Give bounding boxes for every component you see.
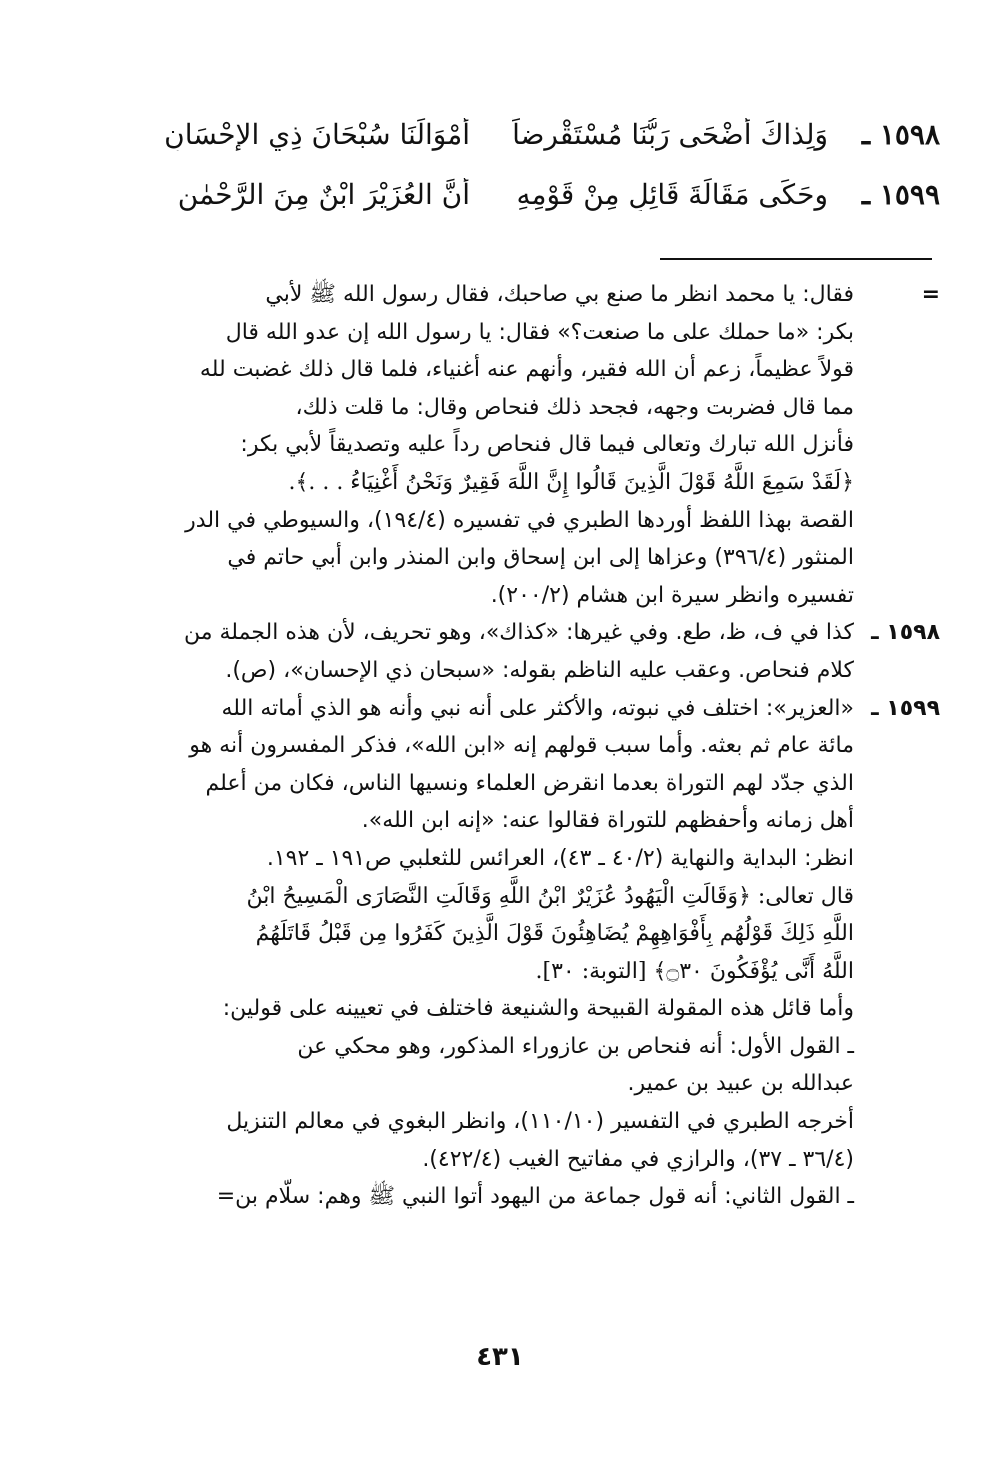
footnote-line: فأنزل الله تبارك وتعالى فيما قال فنحاص رداً عليه وتصديقاً لأبي بكر: <box>240 432 854 458</box>
footnote-line: أخرجه الطبري في التفسير (١١٠/١٠)، وانظر البغوي في معالم التنزيل <box>226 1109 854 1135</box>
verse-number: ١٥٩٨ ـ <box>861 118 940 151</box>
footnote-line: قولاً عظيماً، زعم أن الله فقير، وأنهم عنه أغنياء، فلما قال ذلك غضبت لله <box>199 357 854 383</box>
footnote-line: بكر: «ما حملك على ما صنعت؟» فقال: يا رسول الله إن عدو الله قال <box>225 319 854 345</box>
quran-verse: قال تعالى: ﴿وَقَالَتِ الْيَهُودُ عُزَيْرٌ ابْنُ اللَّهِ وَقَالَتِ النَّصَارَى الْمَسِيحُ ابْنُ <box>246 883 854 909</box>
verse-1599 <box>70 178 940 238</box>
footnote-line: ـ القول الثاني: أنه قول جماعة من اليهود أتوا النبي ﷺ وهم: سلّام بن= <box>216 1184 854 1210</box>
verse-second-hemistich: أَنَّ العُزَيْرَ ابْنٌ مِنَ الرَّحْمٰنِ <box>177 178 470 211</box>
verse-first-hemistich: وَلِذاكَ أَضْحَى رَبُّنَا مُسْتَقْرِضاً <box>512 118 828 151</box>
quran-verse: اللَّهُ أَنَّى يُؤْفَكُونَ ۝٣٠﴾ [التوبة: ٣٠]. <box>535 958 854 984</box>
footnote-line: فقال: يا محمد انظر ما صنع بي صاحبك، فقال رسول الله ﷺ لأبي <box>265 282 854 307</box>
footnote-line: «العزير»: اختلف في نبوته، والأكثر على أنه نبي وأنه هو الذي أماته الله <box>221 695 854 721</box>
footnote-line: كلام فنحاص. وعقب عليه الناظم بقوله: «سبحان ذي الإحسان»، (ص). <box>225 657 854 683</box>
poem-verses <box>70 118 940 238</box>
footnote-line: (٣٦/٤ ـ ٣٧)، والرازي في مفاتيح الغيب (٤٢٢/٤). <box>422 1146 854 1172</box>
footnotes <box>74 276 940 1216</box>
footnote-line: أهل زمانه وأحفظهم للتوراة فقالوا عنه: «إنه ابن الله». <box>361 808 854 834</box>
verse-number: ١٥٩٩ ـ <box>861 178 940 211</box>
quran-verse: ﴿لَقَدْ سَمِعَ اللَّهُ قَوْلَ الَّذِينَ قَالُوا إِنَّ اللَّهَ فَقِيرٌ وَنَحْنُ أَغْنِيَاءُ . . .﴾. <box>288 469 854 495</box>
verse-first-hemistich: وحَكَى مَقَالَةَ قَائِلٍ مِنْ قَوْمِهِ <box>516 178 828 211</box>
footnote-line: تفسيره وانظر سيرة ابن هشام (٢٠٠/٢). <box>490 582 854 608</box>
footnote-line: انظر: البداية والنهاية (٤٠/٢ ـ ٤٣)، العرائس للثعلبي ص١٩١ ـ ١٩٢. <box>266 845 854 871</box>
footnote-line: مائة عام ثم بعثه. وأما سبب قولهم إنه «ابن الله»، فذكر المفسرون أنه هو <box>189 733 854 759</box>
page-number: ٤٣١ <box>476 1342 524 1372</box>
footnote-line: الذي جدّد لهم التوراة بعدما انقرض العلماء ونسيها الناس، فكان من أعلم <box>205 770 854 796</box>
footnote-1599 <box>74 690 940 1216</box>
footnote-line: القصة بهذا اللفظ أوردها الطبري في تفسيره (١٩٤/٤)، والسيوطي في الدر <box>185 507 854 533</box>
footnote-line: عبدالله بن عبيد بن عمير. <box>627 1071 854 1097</box>
footnote-separator <box>660 258 932 260</box>
footnote-1598 <box>74 614 940 689</box>
footnote-number: ١٥٩٨ ـ <box>871 620 940 646</box>
footnote-line: وأما قائل هذه المقولة القبيحة والشنيعة فاختلف في تعيينه على قولين: <box>222 996 854 1022</box>
verse-second-hemistich: أَمْوَالَنَا سُبْحَانَ ذِي الإِحْسَانِ <box>164 118 470 151</box>
footnote-line: ـ القول الأول: أنه فنحاص بن عازوراء المذكور، وهو محكي عن <box>297 1033 854 1059</box>
footnote-line: المنثور (٣٩٦/٤) وعزاها إلى ابن إسحاق وابن المنذر وابن أبي حاتم في <box>227 545 854 571</box>
footnote-line: كذا في ف، ظ، طع. وفي غيرها: «كذاك»، وهو تحريف، لأن هذه الجملة من <box>183 620 854 646</box>
continuation-mark: = <box>921 282 940 307</box>
footnote-number: ١٥٩٩ ـ <box>871 695 940 721</box>
verse-1598 <box>70 118 940 178</box>
footnote-continuation <box>74 276 940 614</box>
quran-verse: اللَّهِ ذَلِكَ قَوْلُهُم بِأَفْوَاهِهِمْ يُضَاهِئُونَ قَوْلَ الَّذِينَ كَفَرُوا مِن قَبْلُ قَاتَلَهُمُ <box>255 921 854 947</box>
footnote-line: مما قال فضربت وجهه، فجحد ذلك فنحاص وقال: ما قلت ذلك، <box>295 394 854 420</box>
